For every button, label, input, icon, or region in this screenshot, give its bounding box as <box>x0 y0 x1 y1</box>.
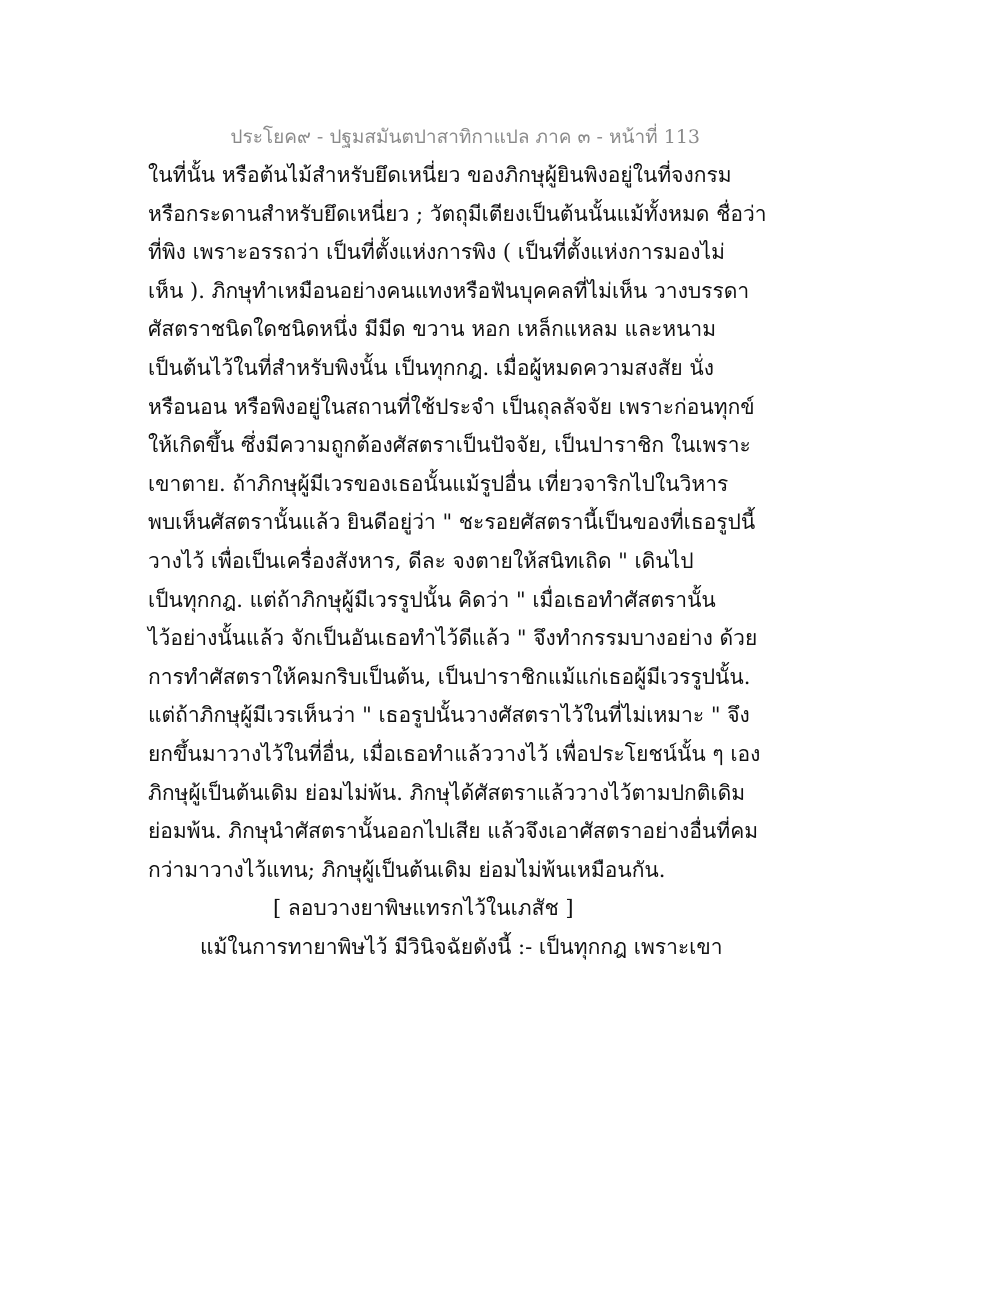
text-line-11: วางไว้ เพื่อเป็นเครื่องสังหาร, ดีละ จงตายให้สนิทเถิด " เดินไป <box>148 548 694 573</box>
text-line-16: ยกขึ้นมาวางไว้ในที่อื่น, เมื่อเธอทำแล้ววางไว้ เพื่อประโยชน์นั้น ๆ เอง <box>148 741 761 766</box>
text-line-4: เห็น ). ภิกษุทำเหมือนอย่างคนแทงหรือฟันบุคคลที่ไม่เห็น วางบรรดา <box>148 278 750 303</box>
text-line-19: กว่ามาวางไว้แทน; ภิกษุผู้เป็นต้นเดิม ย่อมไม่พ้นเหมือนกัน. <box>148 857 666 882</box>
section-heading: [ ลอบวางยาพิษแทรกไว้ในเภสัช ] <box>273 896 574 921</box>
text-line-5: ศัสตราชนิดใดชนิดหนึ่ง มีมีด ขวาน หอก เหล็กแหลม และหนาม <box>148 317 717 342</box>
text-line-18: ย่อมพ้น. ภิกษุนำศัสตรานั้นออกไปเสีย แล้วจึงเอาศัสตราอย่างอื่นที่คม <box>148 819 759 844</box>
text-line-6: เป็นต้นไว้ในที่สำหรับพิงนั้น เป็นทุกกฎ. เมื่อผู้หมดความสงสัย นั่ง <box>148 355 715 380</box>
text-line-15: แต่ถ้าภิกษุผู้มีเวรเห็นว่า " เธอรูปนั้นวางศัสตราไว้ในที่ไม่เหมาะ " จึง <box>148 703 750 728</box>
text-line-8: ให้เกิดขึ้น ซึ่งมีความถูกต้องศัสตราเป็นปัจจัย, เป็นปาราชิก ในเพราะ <box>148 433 751 458</box>
page-header: ประโยค๙ - ปฐมสมันตปาสาทิกาแปล ภาค ๓ - หน้าที่ 113 <box>230 126 700 148</box>
text-line-1: ในที่นั้น หรือต้นไม้สำหรับยึดเหนี่ยว ของภิกษุผู้ยินพิงอยู่ในที่จงกรม <box>148 163 732 187</box>
text-line-9: เขาตาย. ถ้าภิกษุผู้มีเวรของเธอนั้นแม้รูปอื่น เที่ยวจาริกไปในวิหาร <box>148 471 729 496</box>
text-line-10: พบเห็นศัสตรานั้นแล้ว ยินดีอยู่ว่า " ชะรอยศัสตรานี้เป็นของที่เธอรูปนี้ <box>148 510 756 535</box>
text-line-13: ไว้อย่างนั้นแล้ว จักเป็นอันเธอทำไว้ดีแล้ว " จึงทำกรรมบางอย่าง ด้วย <box>148 626 758 651</box>
paragraph-start-line: แม้ในการทายาพิษไว้ มีวินิจฉัยดังนี้ :- เป็นทุกกฎ เพราะเขา <box>200 934 723 959</box>
text-line-14: การทำศัสตราให้คมกริบเป็นต้น, เป็นปาราชิกแม้แก่เธอผู้มีเวรรูปนั้น. <box>148 664 751 689</box>
text-line-2: หรือกระดานสำหรับยึดเหนี่ยว ; วัตถุมีเตียงเป็นต้นนั้นแม้ทั้งหมด ชื่อว่า <box>148 201 767 226</box>
text-line-7: หรือนอน หรือพิงอยู่ในสถานที่ใช้ประจำ เป็นถุลลัจจัย เพราะก่อนทุกข์ <box>148 394 755 419</box>
text-line-12: เป็นทุกกฎ. แต่ถ้าภิกษุผู้มีเวรรูปนั้น คิดว่า " เมื่อเธอทำศัสตรานั้น <box>148 587 716 612</box>
text-line-3: ที่พิง เพราะอรรถว่า เป็นที่ตั้งแห่งการพิง ( เป็นที่ตั้งแห่งการมองไม่ <box>148 240 725 265</box>
text-line-17: ภิกษุผู้เป็นต้นเดิม ย่อมไม่พ้น. ภิกษุได้ศัสตราแล้ววางไว้ตามปกติเดิม <box>148 780 746 805</box>
body-text <box>148 156 767 966</box>
